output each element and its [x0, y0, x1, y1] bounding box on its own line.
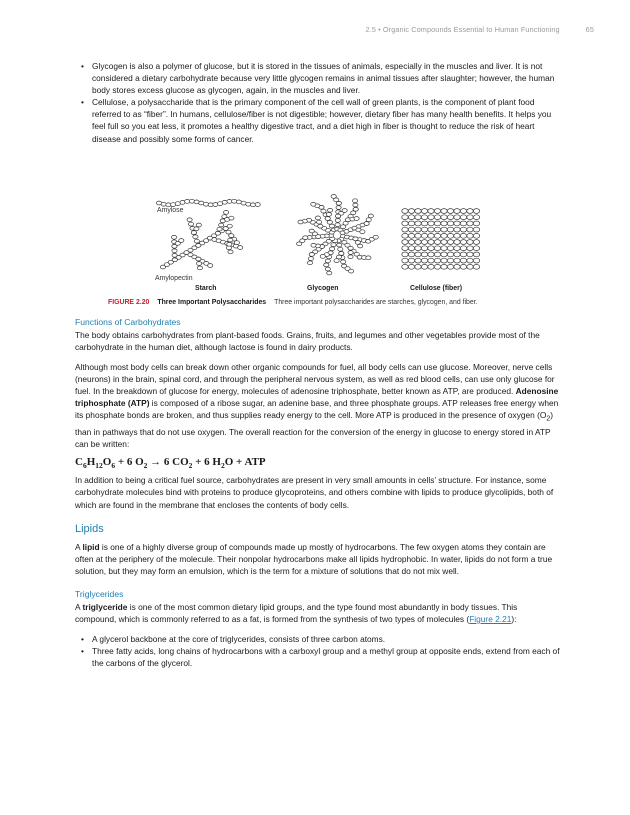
glucose-unit: [348, 246, 353, 250]
glucose-unit: [421, 245, 427, 250]
glucose-unit: [196, 223, 201, 227]
glucose-unit: [415, 252, 421, 257]
glucose-unit: [441, 214, 447, 219]
glucose-unit: [434, 258, 440, 263]
glucose-unit: [441, 233, 447, 238]
glucose-unit: [415, 233, 421, 238]
glucose-unit: [460, 245, 466, 250]
glucose-unit: [408, 214, 414, 219]
figure-title: Three Important Polysaccharides: [157, 298, 267, 306]
glucose-unit: [473, 214, 479, 219]
glucose-unit: [454, 245, 460, 250]
glucose-unit: [229, 233, 234, 237]
glucose-unit: [434, 208, 440, 213]
text-run: A: [75, 541, 83, 552]
glucose-unit: [473, 239, 479, 244]
glucose-unit: [434, 264, 440, 269]
glucose-unit: [354, 216, 359, 220]
glucose-unit: [223, 226, 228, 230]
glucose-unit: [467, 252, 473, 257]
glucose-unit: [349, 269, 354, 273]
glucose-unit: [342, 208, 347, 212]
glucose-unit: [421, 258, 427, 263]
functions-paragraph-1: The body obtains carbohydrates from plant-based foods. Grains, fruits, and legumes and other vegetables provide most of the carbohydrate in the human diet, although lactose is found in dairy products.: [75, 329, 540, 352]
glucose-unit: [428, 258, 434, 263]
glycogen-label: Glycogen: [307, 284, 339, 292]
glucose-equation: [75, 456, 560, 472]
glucose-unit: [320, 254, 325, 258]
list-item: • A glycerol backbone at the core of triglycerides, consists of three carbon atoms.: [92, 633, 560, 645]
glucose-unit: [364, 221, 369, 225]
glucose-unit: [193, 235, 198, 239]
glucose-unit: [335, 218, 340, 222]
glucose-unit: [402, 208, 408, 213]
glucose-unit: [428, 227, 434, 232]
eq-sub: 2: [188, 461, 193, 471]
eq-sub: 12: [95, 461, 103, 471]
glucose-unit: [460, 258, 466, 263]
amylose-label: Amylose: [157, 206, 184, 214]
glucose-unit: [473, 245, 479, 250]
amylopectin-drawing: [160, 210, 242, 269]
glucose-unit: [434, 239, 440, 244]
text-run: A: [75, 601, 83, 612]
glucose-unit: [309, 252, 314, 256]
eq-part: → 6 CO: [147, 456, 189, 469]
lipid-term: lipid: [82, 541, 100, 552]
glucose-unit: [229, 216, 234, 220]
glucose-unit: [447, 264, 453, 269]
glucose-unit: [197, 261, 202, 265]
glucose-unit: [194, 239, 199, 243]
glucose-unit: [336, 255, 341, 259]
glucose-unit: [441, 245, 447, 250]
glucose-unit: [318, 224, 323, 228]
glucose-unit: [196, 257, 201, 261]
glucose-unit: [402, 245, 408, 250]
glucose-unit: [408, 233, 414, 238]
glucose-unit: [467, 245, 473, 250]
glucose-unit: [473, 227, 479, 232]
glucose-unit: [441, 239, 447, 244]
triglyceride-term: triglyceride: [82, 601, 128, 612]
glucose-unit: [336, 205, 341, 209]
glucose-unit: [467, 227, 473, 232]
glucose-unit: [341, 260, 346, 264]
glucose-unit: [441, 258, 447, 263]
eq-sub: 6: [111, 461, 116, 471]
glucose-unit: [325, 216, 330, 220]
glucose-unit: [408, 239, 414, 244]
glucose-unit: [460, 239, 466, 244]
functions-paragraph-2: [75, 361, 560, 450]
glucose-unit: [353, 237, 358, 241]
glucose-unit: [353, 203, 358, 207]
starch-label: Starch: [195, 284, 217, 292]
glucose-unit: [337, 243, 342, 247]
glucose-unit: [428, 264, 434, 269]
glucose-unit: [309, 229, 314, 233]
glucose-unit: [327, 220, 332, 224]
glucose-unit: [366, 256, 371, 260]
triglycerides-paragraph: [75, 601, 560, 625]
glucose-unit: [255, 202, 260, 206]
glucose-unit: [441, 264, 447, 269]
polysaccharide-bullet-list: [75, 60, 560, 145]
glucose-unit: [454, 214, 460, 219]
eq-part: O: [102, 456, 112, 469]
glucose-unit: [434, 221, 440, 226]
glucose-unit: [421, 214, 427, 219]
eq-part: C: [75, 456, 83, 469]
glucose-unit: [353, 207, 358, 211]
glucose-unit: [415, 264, 421, 269]
glucose-unit: [408, 252, 414, 257]
glucose-unit: [415, 221, 421, 226]
glucose-unit: [373, 235, 378, 239]
text-run: ) than in pathways that do not use oxygen. The overall reaction for the conversion of the energy in glucose to energy stored in ATP can be written:: [75, 410, 554, 450]
glucose-unit: [298, 220, 303, 224]
glucose-unit: [428, 252, 434, 257]
glucose-unit: [454, 227, 460, 232]
triglycerides-heading: Triglycerides: [75, 588, 124, 599]
glucose-unit: [428, 214, 434, 219]
glucose-unit: [335, 222, 340, 226]
figure-part-labels: [75, 283, 560, 295]
glucose-unit: [467, 214, 473, 219]
glucose-unit: [415, 239, 421, 244]
glucose-unit: [415, 258, 421, 263]
glucose-unit: [328, 208, 333, 212]
eq-part: + 6 H: [192, 456, 221, 469]
glucose-unit: [421, 221, 427, 226]
glucose-unit: [408, 227, 414, 232]
glucose-unit: [447, 245, 453, 250]
glucose-unit: [228, 238, 233, 242]
eq-sub: 2: [220, 461, 225, 471]
text-run: is one of the most common dietary lipid groups, and the type found most abundantly in body tissues. This compound, which is commonly referred to as a fat, is formed from the synthesis of two types of molecules (: [75, 601, 518, 624]
glucose-unit: [297, 242, 302, 246]
eq-part: O + ATP: [224, 456, 266, 469]
glucose-unit: [460, 221, 466, 226]
eq-part: H: [86, 456, 96, 469]
figure-caption: [75, 298, 560, 307]
glucose-unit: [434, 252, 440, 257]
glucose-unit: [460, 252, 466, 257]
glucose-unit: [196, 243, 201, 247]
glucose-unit: [428, 208, 434, 213]
glucose-unit: [467, 264, 473, 269]
glucose-unit: [454, 258, 460, 263]
text-run: ):: [511, 614, 517, 624]
glucose-unit: [447, 221, 453, 226]
text-run: Although most body cells can break down other organic compounds for fuel, all body cells can use glucose. Moreover, nerve cells (neurons) in the brain, spinal cord, and through the peripheral nervous system, as well as red blood cells, can use only glucose for fuel. In the breakdown of glucose for energy, molecules of adenosine triphosphate, better known as ATP, are produced.: [75, 361, 555, 397]
glucose-unit: [187, 218, 192, 222]
functions-paragraph-3: In addition to being a critical fuel source, carbohydrates are present in very small amounts in cells’ structure. For instance, some carbohydrate molecules bind with proteins to produce glycoproteins, and others combine with lipids to produce glycolipids, both of which are found in the membrane that encloses the contents of body cells.: [75, 475, 554, 510]
glucose-unit: [447, 208, 453, 213]
glucose-unit: [368, 214, 373, 218]
triglyceride-bullet-list: [75, 633, 560, 669]
amylose-chain-drawing: [156, 199, 260, 206]
functions-heading: Functions of Carbohydrates: [75, 316, 181, 327]
glucose-unit: [325, 259, 330, 263]
glucose-unit: [308, 256, 313, 260]
glucose-unit: [402, 233, 408, 238]
glucose-unit: [467, 258, 473, 263]
glucose-unit: [421, 233, 427, 238]
glucose-unit: [172, 258, 177, 262]
glucose-unit: [348, 255, 353, 259]
glucose-unit: [197, 266, 202, 270]
glucose-unit: [428, 233, 434, 238]
glucose-unit: [188, 222, 193, 226]
list-item: • Three fatty acids, long chains of hydrocarbons with a carboxyl group and a methyl group at opposite ends, extend from each of the carbons of the glycerol.: [92, 645, 560, 669]
glucose-unit: [421, 208, 427, 213]
glucose-unit: [172, 235, 177, 239]
glucose-unit: [353, 198, 358, 202]
glucose-unit: [460, 208, 466, 213]
figure-polysaccharides: [75, 155, 560, 283]
eq-sub: 6: [82, 461, 87, 471]
glucose-unit: [428, 239, 434, 244]
glucose-unit: [473, 258, 479, 263]
glucose-unit: [447, 214, 453, 219]
lipids-paragraph: [75, 541, 560, 577]
glucose-unit: [307, 261, 312, 265]
glucose-unit: [228, 250, 233, 254]
glucose-unit: [172, 249, 177, 253]
glucose-unit: [428, 245, 434, 250]
glucose-unit: [408, 245, 414, 250]
glucose-unit: [415, 245, 421, 250]
glucose-unit: [325, 267, 330, 271]
glucose-unit: [191, 230, 196, 234]
glucose-unit: [441, 227, 447, 232]
glucose-unit: [339, 251, 344, 255]
eq-sub: 2: [143, 461, 148, 471]
glucose-unit: [179, 238, 184, 242]
glucose-unit: [311, 243, 316, 247]
glucose-unit: [447, 239, 453, 244]
glucose-unit: [421, 252, 427, 257]
glucose-unit: [215, 231, 220, 235]
text-run: is one of a highly diverse group of compounds made up mostly of hydrocarbons. The few oxygen atoms they contain are often at the periphery of the molecule. Their nonpolar hydrocarbons make all lipids hydrophobic. In water, lipids do not form a true solution, but they may form an emulsion, which is the term for a mixture of solutions that do not mix well.: [75, 541, 553, 576]
glucose-unit: [330, 247, 335, 251]
glucose-unit: [329, 224, 334, 228]
glucose-unit: [460, 264, 466, 269]
figure-number: FIGURE 2.20: [108, 298, 150, 306]
running-title: 2.5 • Organic Compounds Essential to Human Functioning: [365, 25, 560, 34]
polysaccharide-illustration: [75, 155, 560, 283]
glucose-unit: [473, 264, 479, 269]
glucose-unit: [447, 227, 453, 232]
glucose-unit: [224, 210, 229, 214]
cellulose-drawing: [402, 208, 480, 269]
glucose-unit: [447, 252, 453, 257]
glucose-unit: [402, 227, 408, 232]
glucose-unit: [454, 233, 460, 238]
glucose-unit: [454, 264, 460, 269]
main-content: [75, 60, 560, 669]
glucose-unit: [402, 214, 408, 219]
glucose-unit: [334, 258, 339, 262]
glucose-unit: [467, 233, 473, 238]
glucose-unit: [434, 245, 440, 250]
glucose-unit: [415, 214, 421, 219]
glucose-unit: [467, 221, 473, 226]
glucose-unit: [408, 208, 414, 213]
glucose-unit: [421, 264, 427, 269]
glucose-unit: [415, 208, 421, 213]
glucose-unit: [454, 208, 460, 213]
glucose-unit: [434, 227, 440, 232]
glucose-unit: [441, 208, 447, 213]
atp-term: Adenosine triphosphate (ATP): [75, 386, 559, 409]
glucose-unit: [402, 258, 408, 263]
cellulose-label: Cellulose (fiber): [410, 284, 463, 292]
glucose-unit: [311, 202, 316, 206]
lipids-heading: Lipids: [75, 522, 104, 535]
glucose-unit: [402, 252, 408, 257]
glucose-unit: [454, 221, 460, 226]
glucose-unit: [355, 240, 360, 244]
glucose-unit: [460, 233, 466, 238]
glucose-unit: [208, 263, 213, 267]
glucose-unit: [194, 227, 199, 231]
glucose-unit: [402, 239, 408, 244]
glucose-unit: [338, 247, 343, 251]
text-run: is composed of a ribose sugar, an adenine base, and three phosphate groups. ATP releases free energy when its phosphate bonds are broken, and thus supplies ready energy to the cell. More ATP is produced in the presence of oxygen (O: [75, 398, 559, 421]
glucose-unit: [447, 233, 453, 238]
amylopectin-label: Amylopectin: [155, 274, 193, 282]
glucose-unit: [217, 227, 222, 231]
glucose-unit: [415, 227, 421, 232]
glucose-unit: [473, 233, 479, 238]
glucose-unit: [366, 217, 371, 221]
running-header: [366, 25, 594, 34]
page-number: 65: [585, 25, 594, 34]
figure-2-21-link[interactable]: Figure 2.21: [469, 614, 512, 624]
glucose-unit: [473, 221, 479, 226]
glucose-unit: [234, 240, 239, 244]
glucose-unit: [358, 244, 363, 248]
glucose-unit: [321, 209, 326, 213]
glycogen-drawing: [297, 194, 379, 274]
glucose-unit: [238, 245, 243, 249]
glucose-unit: [454, 252, 460, 257]
glucose-unit: [434, 214, 440, 219]
glucose-unit: [421, 239, 427, 244]
glucose-unit: [460, 227, 466, 232]
glucose-unit: [219, 223, 224, 227]
glucose-unit: [326, 212, 331, 216]
glucose-unit: [434, 233, 440, 238]
glucose-unit: [172, 253, 177, 257]
list-item: • Cellulose, a polysaccharide that is the primary component of the cell wall of green plants, is the component of plant food referred to as “fiber”. In humans, cellulose/fiber is not digestible; however, dietary fiber has many health benefits. It helps you feel full so you eat less, it promotes a healthy digestive tract, and a diet high in fiber is thought to reduce the risk of heart disease and possibly some forms of cancer.: [92, 96, 560, 144]
glucose-unit: [441, 221, 447, 226]
glucose-unit: [467, 239, 473, 244]
glucose-unit: [402, 221, 408, 226]
glucose-unit: [473, 208, 479, 213]
glucose-unit: [360, 229, 365, 233]
glucose-unit: [408, 258, 414, 263]
glucose-unit: [460, 214, 466, 219]
list-item: • Glycogen is also a polymer of glucose, but it is stored in the tissues of animals, especially in the muscles and liver. It is not considered a dietary carbohydrate because very little glycogen remains in animal tissues after slaughter; however, the human body stores excess glucose as glycogen, again, in the muscles and liver.: [92, 60, 560, 96]
glucose-unit: [473, 252, 479, 257]
glucose-unit: [315, 216, 320, 220]
glucose-unit: [402, 264, 408, 269]
glucose-unit: [428, 221, 434, 226]
eq-part: + 6 O: [115, 456, 144, 469]
glucose-unit: [408, 264, 414, 269]
glucose-unit: [331, 194, 336, 198]
glucose-unit: [227, 242, 232, 246]
glucose-unit: [324, 263, 329, 267]
glucose-unit: [441, 252, 447, 257]
glucose-unit: [421, 227, 427, 232]
glucose-unit: [467, 208, 473, 213]
glucose-unit: [317, 220, 322, 224]
glucose-unit: [348, 250, 353, 254]
glucose-unit: [454, 239, 460, 244]
glucose-unit: [408, 221, 414, 226]
figure-caption-text: Three important polysaccharides are starches, glycogen, and fiber.: [274, 298, 478, 306]
subscript: 2: [546, 415, 551, 423]
glucose-unit: [327, 271, 332, 275]
glucose-unit: [331, 242, 336, 246]
glucose-unit: [447, 258, 453, 263]
